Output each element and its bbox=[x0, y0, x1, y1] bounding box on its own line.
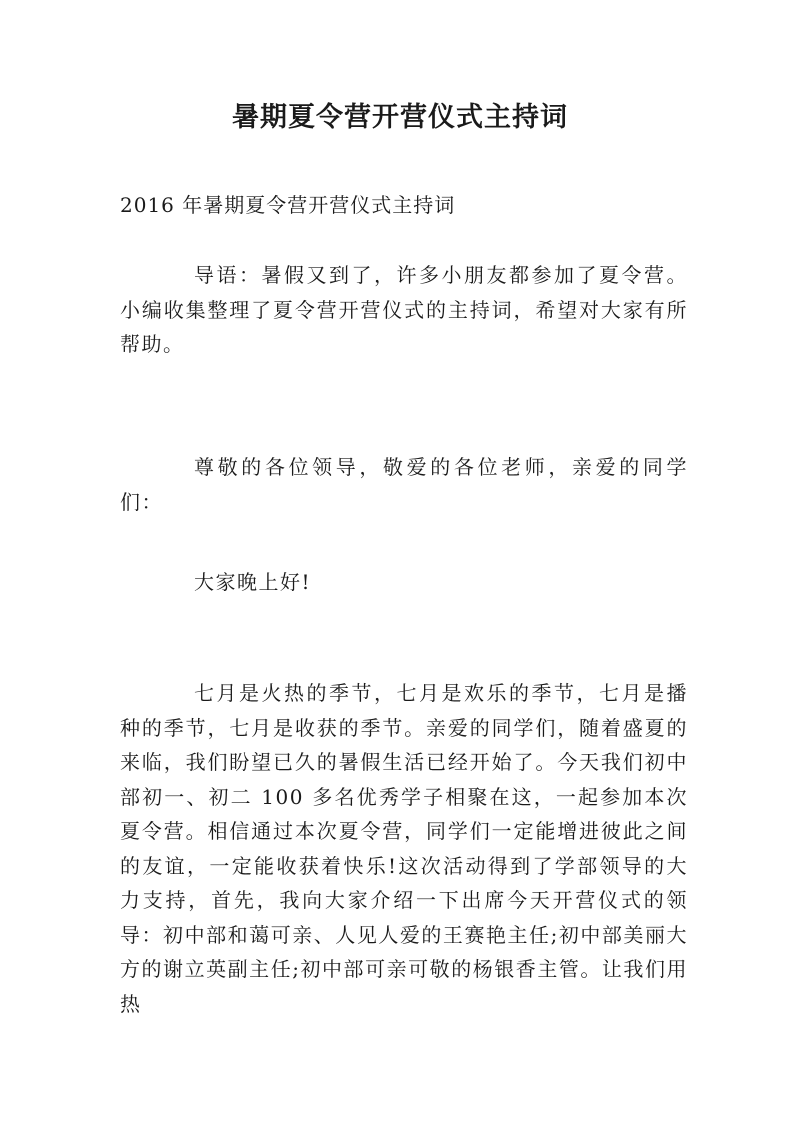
intro-paragraph: 导语：暑假又到了，许多小朋友都参加了夏令营。小编收集整理了夏令营开营仪式的主持词，希望对大家有所帮助。 bbox=[120, 263, 688, 356]
document-subtitle: 2016 年暑期夏令营开营仪式主持词 bbox=[120, 193, 456, 217]
hello-paragraph: 大家晚上好! bbox=[194, 570, 312, 594]
greeting-paragraph: 尊敬的各位领导，敬爱的各位老师，亲爱的同学们： bbox=[120, 455, 688, 514]
body-paragraph: 七月是火热的季节，七月是欢乐的季节，七月是播种的季节，七月是收获的季节。亲爱的同学们，随着盛夏的来临，我们盼望已久的暑假生活已经开始了。今天我们初中部初一、初二 100 多名优秀学子相聚在这，一起参加本次夏令营。相信通过本次夏令营，同学们一定能增进彼此之间的友谊，一定能收获着快乐!这次活动得到了学部领导的大力支持，首先，我向大家介绍一下出席今天开营仪式的领导：初中部和蔼可亲、人见人爱的王赛艳主任;初中部美丽大方的谢立英副主任;初中部可亲可敬的杨银香主管。让我们用热 bbox=[120, 681, 688, 1016]
document-title: 暑期夏令营开营仪式主持词 bbox=[232, 102, 568, 133]
